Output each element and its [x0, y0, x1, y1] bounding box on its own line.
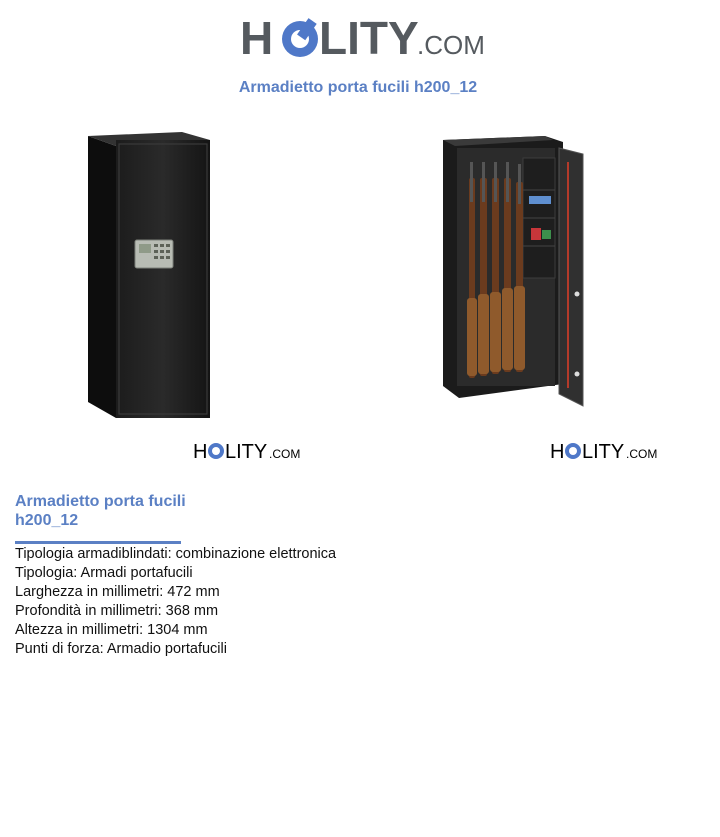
spec-item: Tipologia armadiblindati: combinazione elettronica	[15, 546, 337, 562]
svg-text:LITY: LITY	[225, 441, 268, 463]
svg-text:H: H	[240, 12, 274, 64]
svg-text:H: H	[193, 441, 208, 463]
closed-safe-image	[30, 122, 290, 472]
spec-item: Punti di forza: Armadio portafucili	[15, 641, 227, 657]
holity-logo	[240, 12, 485, 64]
product-title-line2: h200_12	[15, 512, 79, 529]
logo-ring-icon	[282, 18, 318, 57]
title-underline	[15, 541, 181, 544]
spec-item: Larghezza in millimetri: 472 mm	[15, 584, 220, 600]
holity-watermark-logo	[550, 439, 658, 463]
open-safe-image	[385, 118, 645, 468]
logo-ring-icon	[565, 443, 581, 459]
svg-text:LITY: LITY	[582, 441, 625, 463]
product-title-line1: Armadietto porta fucili	[15, 493, 186, 510]
spec-item: Tipologia: Armadi portafucili	[15, 565, 193, 581]
page-title: Armadietto porta fucili h200_12	[238, 79, 478, 96]
logo-ring-icon	[208, 443, 224, 459]
spec-item: Profondità in millimetri: 368 mm	[15, 603, 219, 619]
svg-text:.COM: .COM	[417, 30, 485, 60]
electronic-lock-icon	[135, 240, 173, 268]
svg-text:.COM: .COM	[626, 447, 658, 461]
spec-item: Altezza in millimetri: 1304 mm	[15, 622, 208, 638]
spec-list	[15, 545, 336, 659]
product-title	[15, 492, 235, 530]
svg-text:LITY: LITY	[319, 12, 419, 64]
svg-text:.COM: .COM	[269, 447, 301, 461]
holity-watermark-logo	[193, 439, 301, 463]
svg-text:H: H	[550, 441, 565, 463]
